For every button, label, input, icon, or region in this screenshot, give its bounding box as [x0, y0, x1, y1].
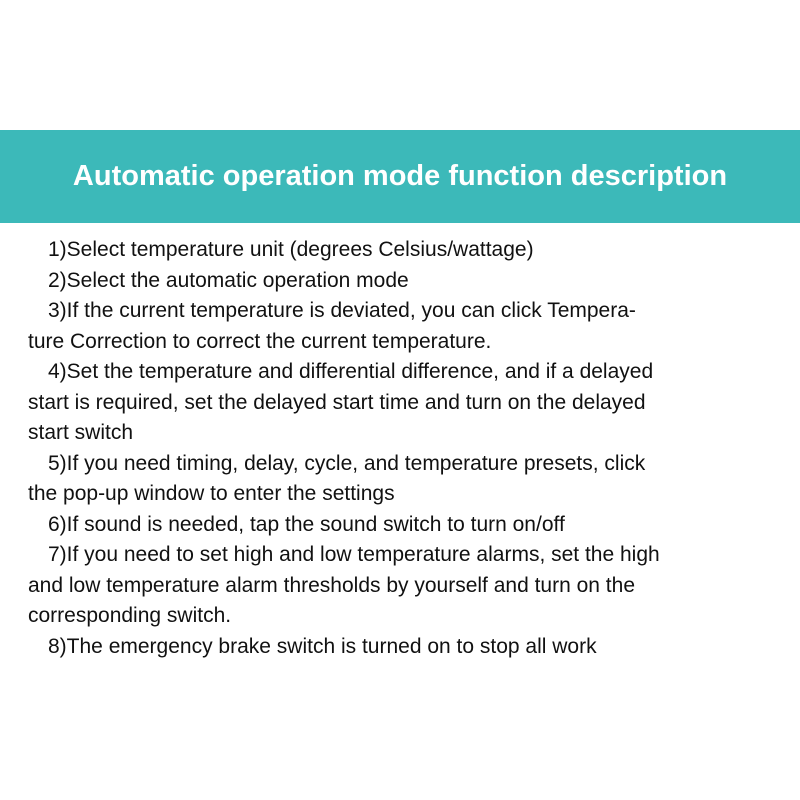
- list-item-line: the pop-up window to enter the settings: [28, 482, 395, 505]
- list-item-line: 8)The emergency brake switch is turned on to stop all work: [48, 634, 597, 658]
- list-item-line: start is required, set the delayed start time and turn on the delayed: [28, 390, 646, 414]
- list-item-line: corresponding switch.: [28, 604, 232, 627]
- list-item-line: 3)If the current temperature is deviated, you can click Tempera-: [48, 299, 636, 322]
- list-item-line: ture Correction to correct the current temperature.: [28, 329, 492, 353]
- page-title: Automatic operation mode function description: [72, 160, 728, 192]
- list-item-line: 2)Select the automatic operation mode: [48, 268, 409, 292]
- title-banner: [0, 130, 800, 223]
- list-item-line: 4)Set the temperature and differential difference, and if a delayed: [48, 360, 654, 383]
- list-item-line: and low temperature alarm thresholds by yourself and turn on the: [28, 573, 636, 597]
- list-item: [28, 266, 768, 297]
- list-item-line: 6)If sound is needed, tap the sound switch to turn on/off: [48, 512, 565, 536]
- list-item: [28, 449, 768, 510]
- list-item: [28, 510, 768, 541]
- list-item-line: 5)If you need timing, delay, cycle, and temperature presets, click: [48, 451, 646, 475]
- list-item: [28, 540, 768, 632]
- description-list: [28, 235, 768, 662]
- list-item: [28, 632, 768, 663]
- list-item-line: start switch: [28, 421, 134, 444]
- list-item-line: 7)If you need to set high and low temperature alarms, set the high: [48, 543, 660, 566]
- list-item-line: 1)Select temperature unit (degrees Celsius/wattage): [48, 238, 534, 261]
- list-item: [28, 296, 768, 357]
- list-item: [28, 235, 768, 266]
- list-item: [28, 357, 768, 449]
